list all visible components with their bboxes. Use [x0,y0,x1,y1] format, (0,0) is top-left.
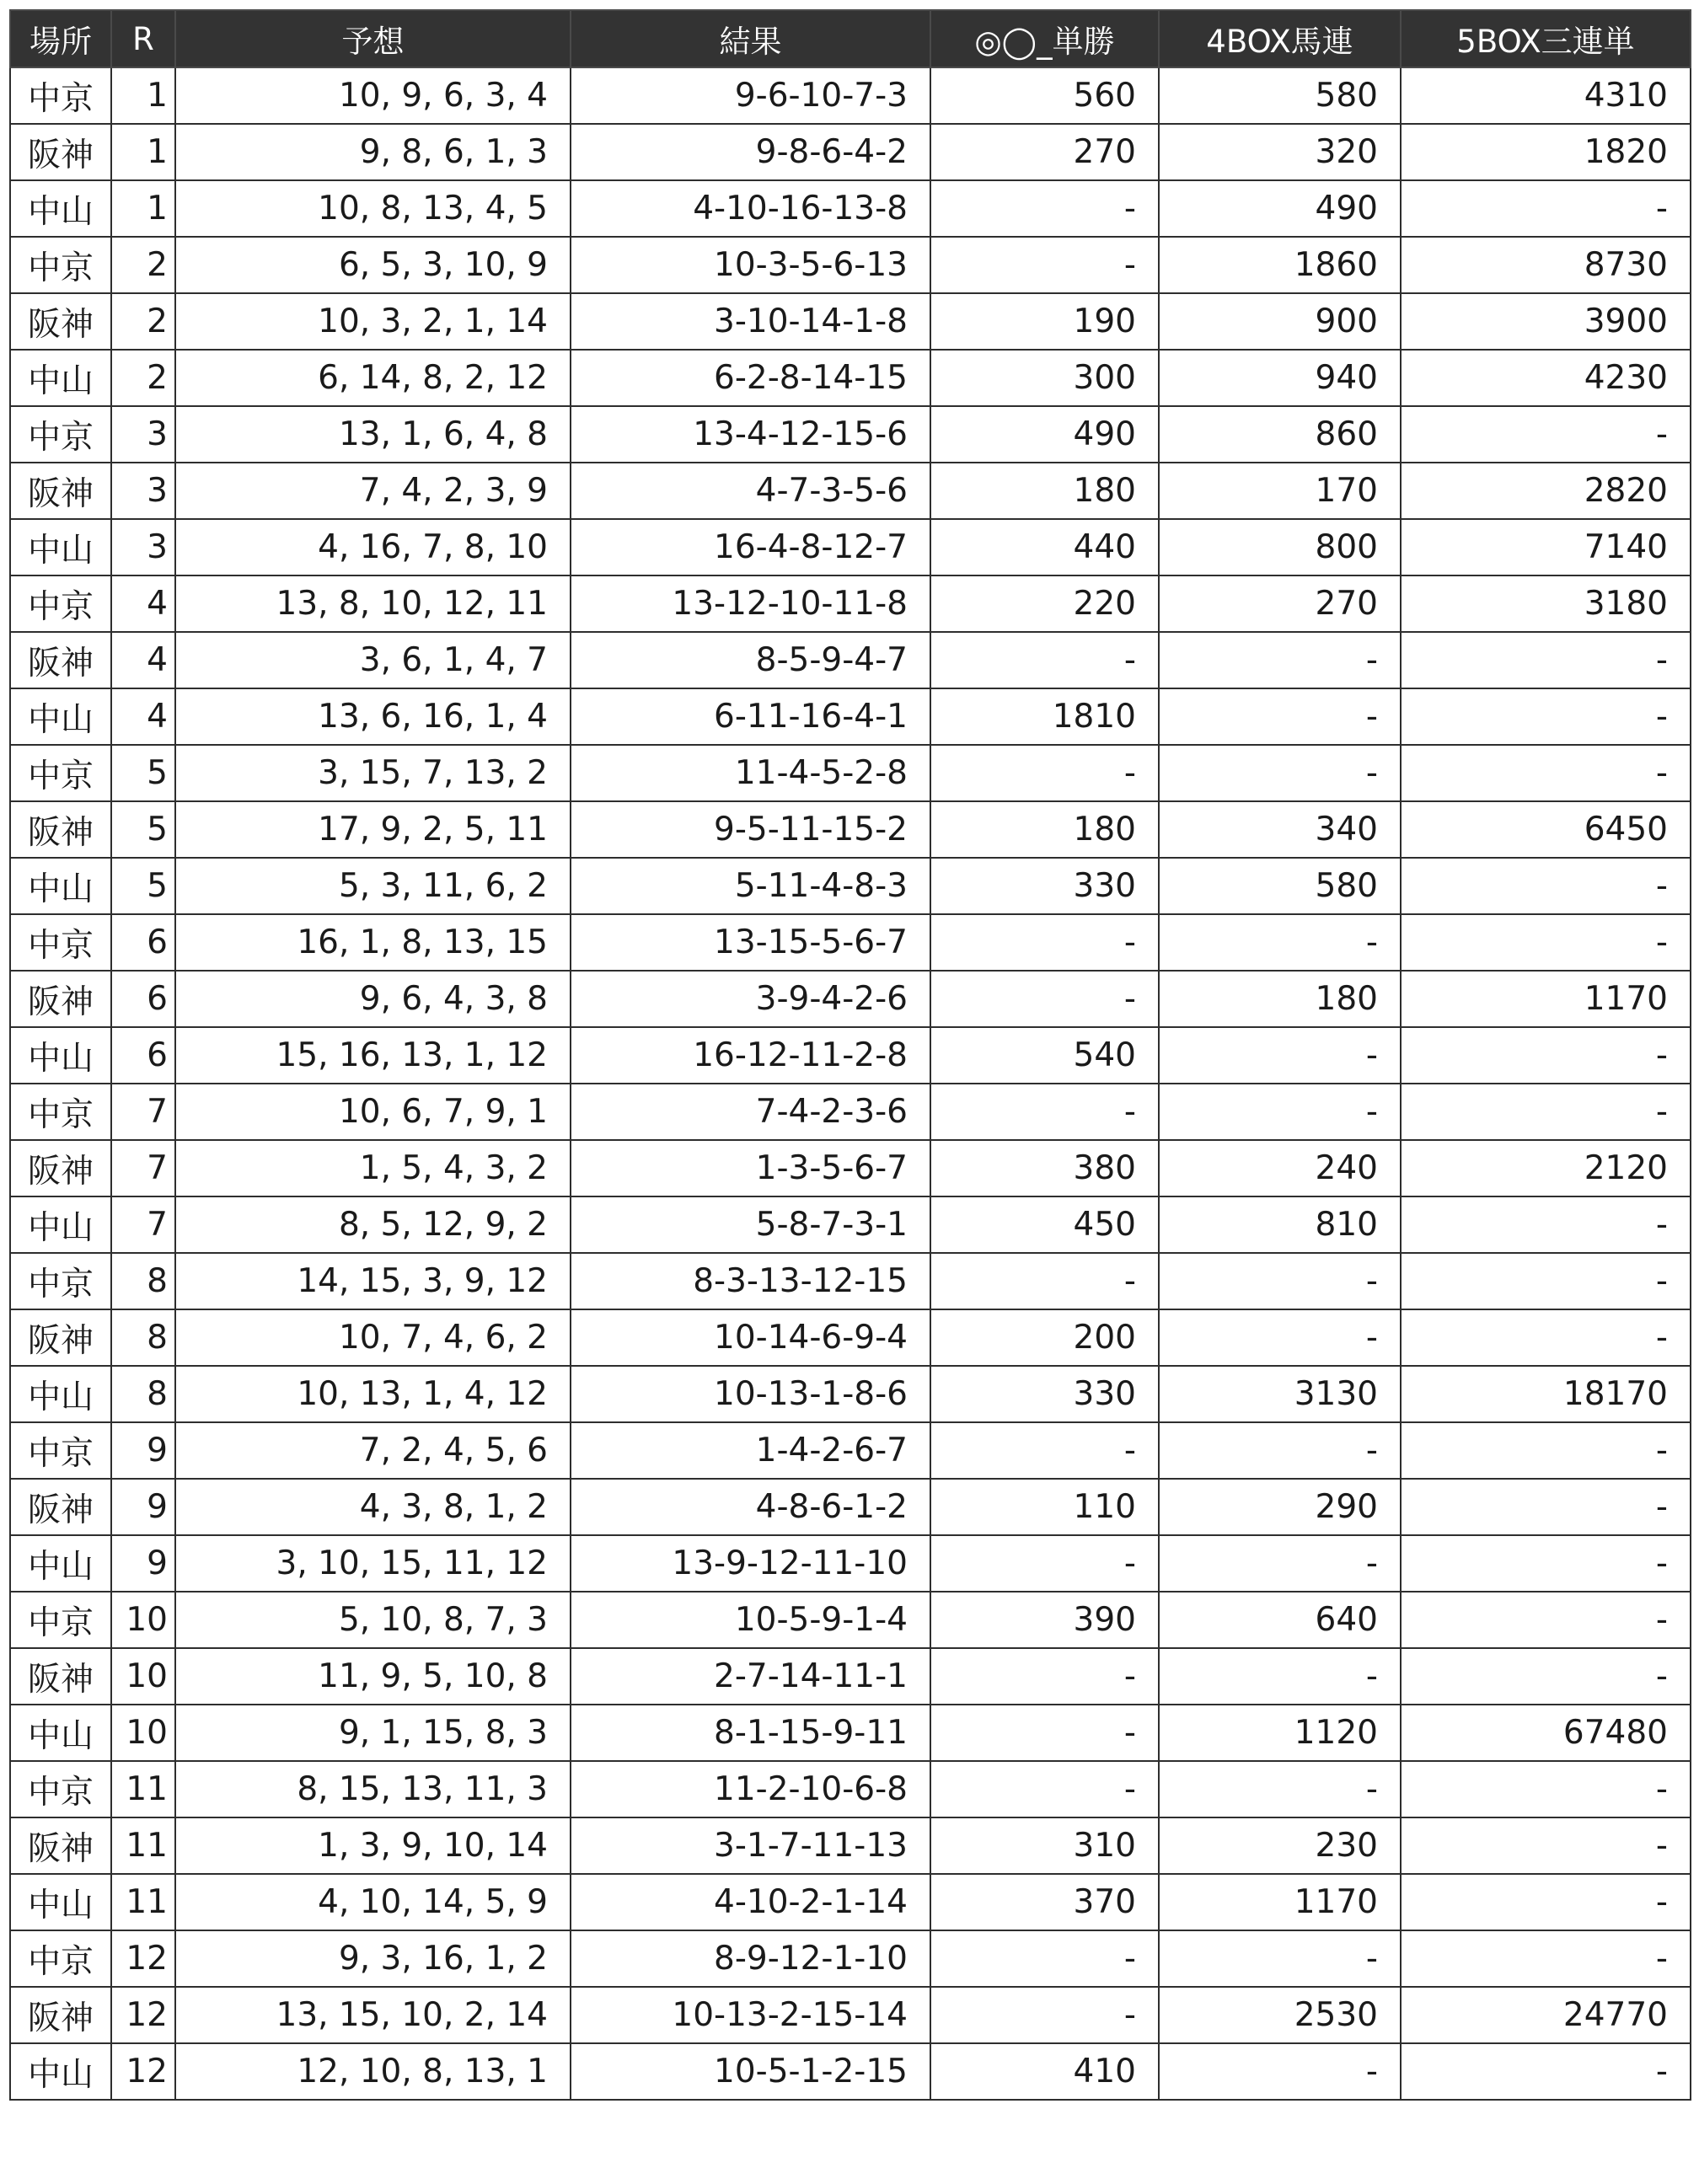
header-win-payout: ◎◯_単勝 [930,10,1159,67]
win-payout-cell: 110 [930,1479,1159,1535]
result-cell: 2-7-14-11-1 [571,1648,930,1705]
table-row [10,971,1691,1027]
win-payout-cell: - [930,237,1159,293]
result-cell: 7-4-2-3-6 [571,1084,930,1140]
table-row [10,1817,1691,1874]
prediction-cell: 5, 3, 11, 6, 2 [175,858,571,914]
venue-cell: 阪神 [10,124,111,180]
table-row [10,1309,1691,1366]
quinella-cell: - [1159,688,1401,745]
venue-cell: 中山 [10,1705,111,1761]
table-row [10,350,1691,406]
race-cell: 11 [111,1817,175,1874]
venue-cell: 中山 [10,1535,111,1592]
result-cell: 13-12-10-11-8 [571,575,930,632]
table-row [10,1422,1691,1479]
trifecta-cell: 7140 [1401,519,1691,575]
result-cell: 8-3-13-12-15 [571,1253,930,1309]
result-cell: 4-10-16-13-8 [571,180,930,237]
result-cell: 8-1-15-9-11 [571,1705,930,1761]
trifecta-cell: - [1401,1535,1691,1592]
result-cell: 8-9-12-1-10 [571,1930,930,1987]
result-cell: 10-5-9-1-4 [571,1592,930,1648]
prediction-cell: 9, 8, 6, 1, 3 [175,124,571,180]
result-cell: 16-4-8-12-7 [571,519,930,575]
result-cell: 13-15-5-6-7 [571,914,930,971]
quinella-cell: 320 [1159,124,1401,180]
race-cell: 11 [111,1761,175,1817]
venue-cell: 中山 [10,688,111,745]
result-cell: 1-4-2-6-7 [571,1422,930,1479]
trifecta-cell: - [1401,1084,1691,1140]
venue-cell: 中山 [10,1196,111,1253]
header-quinella-box: 4BOX馬連 [1159,10,1401,67]
result-cell: 6-11-16-4-1 [571,688,930,745]
venue-cell: 阪神 [10,1309,111,1366]
result-cell: 3-10-14-1-8 [571,293,930,350]
prediction-cell: 10, 3, 2, 1, 14 [175,293,571,350]
venue-cell: 中山 [10,1366,111,1422]
table-row [10,237,1691,293]
win-payout-cell: - [930,1987,1159,2043]
prediction-cell: 13, 1, 6, 4, 8 [175,406,571,463]
trifecta-cell: - [1401,180,1691,237]
header-prediction: 予想 [175,10,571,67]
result-cell: 11-2-10-6-8 [571,1761,930,1817]
venue-cell: 中京 [10,67,111,124]
result-cell: 16-12-11-2-8 [571,1027,930,1084]
win-payout-cell: - [930,1535,1159,1592]
venue-cell: 中京 [10,406,111,463]
race-cell: 9 [111,1422,175,1479]
quinella-cell: - [1159,632,1401,688]
venue-cell: 阪神 [10,1648,111,1705]
trifecta-cell: - [1401,406,1691,463]
prediction-cell: 7, 2, 4, 5, 6 [175,1422,571,1479]
prediction-cell: 17, 9, 2, 5, 11 [175,801,571,858]
prediction-cell: 8, 15, 13, 11, 3 [175,1761,571,1817]
win-payout-cell: - [930,1705,1159,1761]
venue-cell: 阪神 [10,1479,111,1535]
trifecta-cell: - [1401,1592,1691,1648]
venue-cell: 中京 [10,1930,111,1987]
quinella-cell: 860 [1159,406,1401,463]
race-cell: 4 [111,632,175,688]
venue-cell: 阪神 [10,293,111,350]
table-row [10,858,1691,914]
venue-cell: 中京 [10,1592,111,1648]
win-payout-cell: - [930,745,1159,801]
trifecta-cell: 4310 [1401,67,1691,124]
quinella-cell: 1120 [1159,1705,1401,1761]
prediction-cell: 10, 9, 6, 3, 4 [175,67,571,124]
quinella-cell: 340 [1159,801,1401,858]
prediction-cell: 13, 6, 16, 1, 4 [175,688,571,745]
quinella-cell: - [1159,1309,1401,1366]
prediction-cell: 11, 9, 5, 10, 8 [175,1648,571,1705]
quinella-cell: - [1159,1253,1401,1309]
table-row [10,1027,1691,1084]
result-cell: 10-3-5-6-13 [571,237,930,293]
prediction-cell: 13, 8, 10, 12, 11 [175,575,571,632]
table-row [10,801,1691,858]
race-cell: 11 [111,1874,175,1930]
venue-cell: 中山 [10,350,111,406]
trifecta-cell: 3180 [1401,575,1691,632]
venue-cell: 中山 [10,2043,111,2100]
race-cell: 5 [111,745,175,801]
win-payout-cell: - [930,1253,1159,1309]
trifecta-cell: - [1401,1196,1691,1253]
prediction-cell: 10, 13, 1, 4, 12 [175,1366,571,1422]
result-cell: 13-4-12-15-6 [571,406,930,463]
win-payout-cell: 190 [930,293,1159,350]
result-cell: 10-13-1-8-6 [571,1366,930,1422]
prediction-cell: 10, 6, 7, 9, 1 [175,1084,571,1140]
win-payout-cell: 270 [930,124,1159,180]
race-cell: 10 [111,1648,175,1705]
prediction-cell: 15, 16, 13, 1, 12 [175,1027,571,1084]
quinella-cell: - [1159,1648,1401,1705]
quinella-cell: - [1159,1027,1401,1084]
prediction-cell: 9, 3, 16, 1, 2 [175,1930,571,1987]
result-cell: 10-13-2-15-14 [571,1987,930,2043]
race-cell: 3 [111,519,175,575]
win-payout-cell: 560 [930,67,1159,124]
venue-cell: 阪神 [10,1817,111,1874]
trifecta-cell: 18170 [1401,1366,1691,1422]
quinella-cell: 170 [1159,463,1401,519]
quinella-cell: 290 [1159,1479,1401,1535]
race-cell: 6 [111,914,175,971]
table-row [10,293,1691,350]
result-cell: 4-7-3-5-6 [571,463,930,519]
quinella-cell: 270 [1159,575,1401,632]
race-cell: 1 [111,124,175,180]
header-venue: 場所 [10,10,111,67]
result-cell: 5-11-4-8-3 [571,858,930,914]
prediction-cell: 1, 5, 4, 3, 2 [175,1140,571,1196]
trifecta-cell: 24770 [1401,1987,1691,2043]
trifecta-cell: - [1401,745,1691,801]
table-row [10,124,1691,180]
table-row [10,1366,1691,1422]
table-row [10,1761,1691,1817]
prediction-cell: 6, 14, 8, 2, 12 [175,350,571,406]
win-payout-cell: 180 [930,801,1159,858]
trifecta-cell: - [1401,1648,1691,1705]
table-row [10,1140,1691,1196]
venue-cell: 中京 [10,1761,111,1817]
win-payout-cell: - [930,1648,1159,1705]
venue-cell: 阪神 [10,1140,111,1196]
race-cell: 7 [111,1140,175,1196]
win-payout-cell: 220 [930,575,1159,632]
win-payout-cell: 390 [930,1592,1159,1648]
win-payout-cell: - [930,180,1159,237]
race-cell: 8 [111,1366,175,1422]
race-cell: 12 [111,1930,175,1987]
trifecta-cell: - [1401,1930,1691,1987]
prediction-cell: 3, 10, 15, 11, 12 [175,1535,571,1592]
table-row [10,406,1691,463]
prediction-cell: 3, 15, 7, 13, 2 [175,745,571,801]
quinella-cell: - [1159,1422,1401,1479]
quinella-cell: - [1159,1761,1401,1817]
result-cell: 8-5-9-4-7 [571,632,930,688]
win-payout-cell: 440 [930,519,1159,575]
venue-cell: 中山 [10,180,111,237]
race-cell: 2 [111,350,175,406]
table-row [10,1987,1691,2043]
race-cell: 1 [111,180,175,237]
prediction-cell: 14, 15, 3, 9, 12 [175,1253,571,1309]
venue-cell: 中京 [10,745,111,801]
race-cell: 5 [111,858,175,914]
table-row [10,914,1691,971]
win-payout-cell: - [930,1422,1159,1479]
quinella-cell: - [1159,914,1401,971]
table-row [10,463,1691,519]
quinella-cell: 900 [1159,293,1401,350]
venue-cell: 中山 [10,519,111,575]
prediction-cell: 8, 5, 12, 9, 2 [175,1196,571,1253]
prediction-cell: 9, 6, 4, 3, 8 [175,971,571,1027]
result-cell: 11-4-5-2-8 [571,745,930,801]
race-cell: 3 [111,406,175,463]
prediction-cell: 3, 6, 1, 4, 7 [175,632,571,688]
trifecta-cell: 6450 [1401,801,1691,858]
prediction-cell: 7, 4, 2, 3, 9 [175,463,571,519]
quinella-cell: 1170 [1159,1874,1401,1930]
result-cell: 4-8-6-1-2 [571,1479,930,1535]
prediction-cell: 6, 5, 3, 10, 9 [175,237,571,293]
table-row [10,67,1691,124]
quinella-cell: - [1159,1084,1401,1140]
table-row [10,1535,1691,1592]
quinella-cell: 240 [1159,1140,1401,1196]
race-cell: 8 [111,1309,175,1366]
race-cell: 12 [111,1987,175,2043]
trifecta-cell: - [1401,1309,1691,1366]
race-cell: 9 [111,1479,175,1535]
prediction-cell: 16, 1, 8, 13, 15 [175,914,571,971]
win-payout-cell: 330 [930,858,1159,914]
table-row [10,1084,1691,1140]
table-row [10,688,1691,745]
win-payout-cell: 180 [930,463,1159,519]
race-cell: 3 [111,463,175,519]
race-cell: 7 [111,1196,175,1253]
trifecta-cell: 2820 [1401,463,1691,519]
prediction-cell: 4, 10, 14, 5, 9 [175,1874,571,1930]
win-payout-cell: - [930,1084,1159,1140]
win-payout-cell: 300 [930,350,1159,406]
result-cell: 3-9-4-2-6 [571,971,930,1027]
trifecta-cell: 1820 [1401,124,1691,180]
win-payout-cell: 1810 [930,688,1159,745]
table-row [10,1648,1691,1705]
header-result: 結果 [571,10,930,67]
quinella-cell: 230 [1159,1817,1401,1874]
header-trifecta-box: 5BOX三連単 [1401,10,1691,67]
trifecta-cell: - [1401,632,1691,688]
prediction-cell: 13, 15, 10, 2, 14 [175,1987,571,2043]
table-row [10,1253,1691,1309]
race-cell: 12 [111,2043,175,2100]
result-cell: 5-8-7-3-1 [571,1196,930,1253]
win-payout-cell: 310 [930,1817,1159,1874]
table-row [10,1874,1691,1930]
quinella-cell: 180 [1159,971,1401,1027]
table-body [10,67,1691,2100]
venue-cell: 中京 [10,237,111,293]
quinella-cell: 490 [1159,180,1401,237]
trifecta-cell: 1170 [1401,971,1691,1027]
table-row [10,2043,1691,2100]
win-payout-cell: - [930,1761,1159,1817]
trifecta-cell: - [1401,1422,1691,1479]
prediction-cell: 4, 3, 8, 1, 2 [175,1479,571,1535]
win-payout-cell: 380 [930,1140,1159,1196]
venue-cell: 中山 [10,858,111,914]
race-cell: 2 [111,293,175,350]
venue-cell: 阪神 [10,801,111,858]
prediction-cell: 12, 10, 8, 13, 1 [175,2043,571,2100]
quinella-cell: 810 [1159,1196,1401,1253]
race-cell: 4 [111,688,175,745]
trifecta-cell: - [1401,1253,1691,1309]
venue-cell: 阪神 [10,632,111,688]
table-row [10,745,1691,801]
venue-cell: 中京 [10,1253,111,1309]
result-cell: 9-6-10-7-3 [571,67,930,124]
trifecta-cell: - [1401,1027,1691,1084]
venue-cell: 中山 [10,1027,111,1084]
trifecta-cell: - [1401,1761,1691,1817]
table-row [10,180,1691,237]
table-row [10,1705,1691,1761]
table-row [10,1196,1691,1253]
venue-cell: 中京 [10,1084,111,1140]
race-cell: 8 [111,1253,175,1309]
win-payout-cell: 490 [930,406,1159,463]
quinella-cell: 800 [1159,519,1401,575]
prediction-cell: 4, 16, 7, 8, 10 [175,519,571,575]
table-row [10,1479,1691,1535]
prediction-cell: 1, 3, 9, 10, 14 [175,1817,571,1874]
result-cell: 10-5-1-2-15 [571,2043,930,2100]
quinella-cell: - [1159,1535,1401,1592]
race-cell: 10 [111,1592,175,1648]
result-cell: 10-14-6-9-4 [571,1309,930,1366]
trifecta-cell: - [1401,2043,1691,2100]
quinella-cell: 580 [1159,858,1401,914]
race-results-table [9,9,1691,2101]
quinella-cell: 940 [1159,350,1401,406]
trifecta-cell: - [1401,688,1691,745]
table-row [10,575,1691,632]
quinella-cell: 3130 [1159,1366,1401,1422]
win-payout-cell: - [930,971,1159,1027]
win-payout-cell: 450 [930,1196,1159,1253]
table-row [10,1930,1691,1987]
quinella-cell: 2530 [1159,1987,1401,2043]
trifecta-cell: 4230 [1401,350,1691,406]
trifecta-cell: 3900 [1401,293,1691,350]
win-payout-cell: 540 [930,1027,1159,1084]
race-cell: 4 [111,575,175,632]
quinella-cell: 580 [1159,67,1401,124]
result-cell: 13-9-12-11-10 [571,1535,930,1592]
table-row [10,519,1691,575]
race-cell: 2 [111,237,175,293]
prediction-cell: 5, 10, 8, 7, 3 [175,1592,571,1648]
header-row [10,10,1691,67]
win-payout-cell: 330 [930,1366,1159,1422]
table-row [10,1592,1691,1648]
win-payout-cell: 200 [930,1309,1159,1366]
win-payout-cell: 370 [930,1874,1159,1930]
win-payout-cell: - [930,632,1159,688]
race-cell: 1 [111,67,175,124]
quinella-cell: 1860 [1159,237,1401,293]
trifecta-cell: 67480 [1401,1705,1691,1761]
venue-cell: 阪神 [10,971,111,1027]
result-cell: 9-5-11-15-2 [571,801,930,858]
venue-cell: 阪神 [10,1987,111,2043]
result-cell: 9-8-6-4-2 [571,124,930,180]
race-cell: 9 [111,1535,175,1592]
quinella-cell: - [1159,1930,1401,1987]
quinella-cell: - [1159,2043,1401,2100]
venue-cell: 中京 [10,1422,111,1479]
win-payout-cell: - [930,1930,1159,1987]
prediction-cell: 10, 8, 13, 4, 5 [175,180,571,237]
table-row [10,632,1691,688]
venue-cell: 中京 [10,575,111,632]
venue-cell: 中京 [10,914,111,971]
prediction-cell: 10, 7, 4, 6, 2 [175,1309,571,1366]
trifecta-cell: 2120 [1401,1140,1691,1196]
trifecta-cell: - [1401,1817,1691,1874]
result-cell: 4-10-2-1-14 [571,1874,930,1930]
quinella-cell: - [1159,745,1401,801]
quinella-cell: 640 [1159,1592,1401,1648]
race-cell: 5 [111,801,175,858]
win-payout-cell: 410 [930,2043,1159,2100]
trifecta-cell: - [1401,1479,1691,1535]
race-cell: 10 [111,1705,175,1761]
trifecta-cell: - [1401,858,1691,914]
trifecta-cell: - [1401,1874,1691,1930]
venue-cell: 阪神 [10,463,111,519]
prediction-cell: 9, 1, 15, 8, 3 [175,1705,571,1761]
result-cell: 3-1-7-11-13 [571,1817,930,1874]
header-race: R [111,10,175,67]
venue-cell: 中山 [10,1874,111,1930]
trifecta-cell: - [1401,914,1691,971]
result-cell: 1-3-5-6-7 [571,1140,930,1196]
result-cell: 6-2-8-14-15 [571,350,930,406]
race-cell: 6 [111,971,175,1027]
race-cell: 6 [111,1027,175,1084]
win-payout-cell: - [930,914,1159,971]
trifecta-cell: 8730 [1401,237,1691,293]
race-cell: 7 [111,1084,175,1140]
